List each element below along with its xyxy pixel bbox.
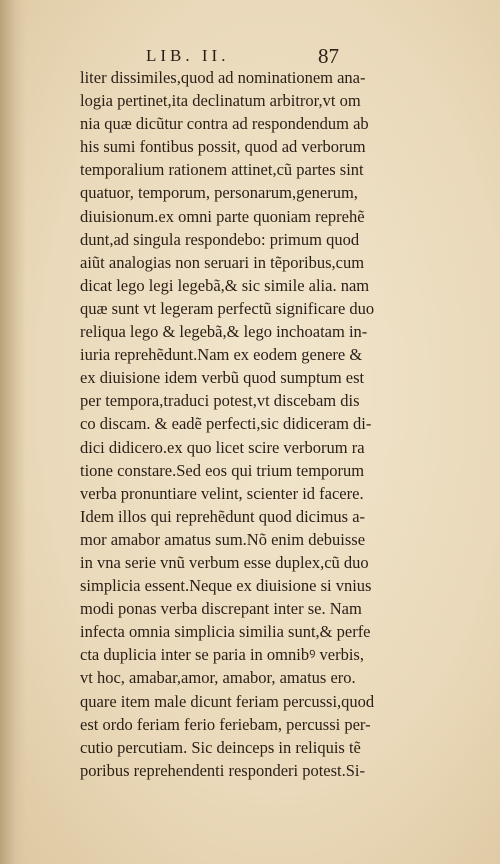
text-line: poribus reprehendenti responderi potest.Si- <box>80 760 366 780</box>
text-line: logia pertinet,ita declinatum arbitror,vt om <box>80 91 361 111</box>
text-line: quare item male dicunt feriam percussi,quod <box>80 691 375 711</box>
text-line: iuria reprehẽdunt.Nam ex eodem genere & <box>80 345 363 365</box>
text-line: infecta omnia simplicia similia sunt,& perfe <box>80 622 371 642</box>
text-line: per tempora,traduci potest,vt discebam dis <box>80 391 360 411</box>
text-line: diuisionum.ex omni parte quoniam reprehẽ <box>80 206 365 226</box>
text-line: dicat lego legi legebã,& sic simile alia. nam <box>80 275 370 295</box>
text-line: cta duplicia inter se paria in omnibꝰ verbis, <box>80 645 364 665</box>
text-line: dunt,ad singula respondebo: primum quod <box>80 229 360 249</box>
text-line: verba pronuntiare velint, scienter id facere. <box>80 483 364 503</box>
text-line: quatuor, temporum, personarum,generum, <box>80 183 358 203</box>
text-line: temporalium rationem attinet,cũ partes sint <box>80 160 364 180</box>
text-line: liter dissimiles,quod ad nominationem ana- <box>80 68 366 87</box>
text-line: cutio percutiam. Sic deinceps in reliquis tẽ <box>80 737 361 757</box>
text-line: est ordo feriam ferio feriebam, percussi per- <box>80 714 371 734</box>
text-line: Idem illos qui reprehẽdunt quod dicimus a- <box>80 506 366 526</box>
text-line: mor amabor amatus sum.Nõ enim debuisse <box>80 529 366 549</box>
text-line: simplicia essent.Neque ex diuisione si vnius <box>80 576 372 596</box>
text-line: aiũt analogias non seruari in tẽporibus,cum <box>80 252 365 272</box>
text-line: in vna serie vnũ verbum esse duplex,cũ duo <box>80 552 369 572</box>
page-number: 87 <box>318 44 339 68</box>
page-gutter <box>0 0 26 864</box>
text-line: dici didicero.ex quo licet scire verborum ra <box>80 437 365 457</box>
running-head: LIB. II. <box>146 46 230 65</box>
text-line: nia quæ dicũtur contra ad respondendum ab <box>80 114 369 134</box>
text-line: tione constare.Sed eos qui trium temporum <box>80 460 365 480</box>
text-line: co discam. & eadẽ perfecti,sic didiceram di- <box>80 414 372 434</box>
text-line: reliqua lego & legebã,& lego inchoatam in- <box>80 322 368 342</box>
text-line: ex diuisione idem verbũ quod sumptum est <box>80 368 365 388</box>
text-line: vt hoc, amabar,amor, amabor, amatus ero. <box>80 668 356 688</box>
text-line: modi ponas verba discrepant inter se. Nam <box>80 599 362 619</box>
body-text <box>80 66 380 782</box>
text-line: quæ sunt vt legeram perfectũ significare duo <box>80 298 375 318</box>
text-line: his sumi fontibus possit, quod ad verborum <box>80 137 366 157</box>
